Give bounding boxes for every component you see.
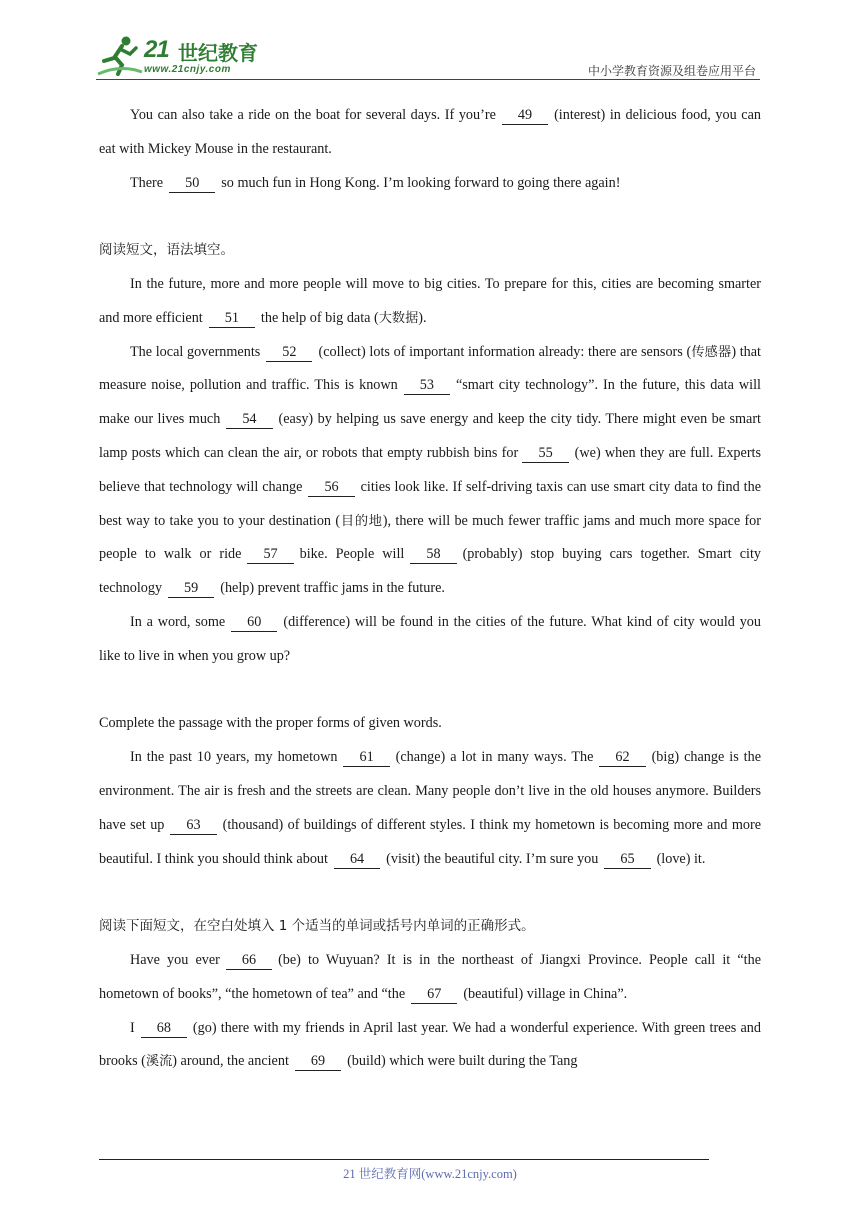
- document-body: [99, 99, 761, 1079]
- logo-url: www.21cnjy.com: [144, 64, 231, 75]
- blank-49: 49: [502, 106, 548, 125]
- blank-59: 59: [168, 579, 214, 598]
- paragraph: I 68 (go) there with my friends in April last year. We had a wonderful experience. With green trees and brooks (溪流) around, the ancient 69 (build) which were built during the Tang: [99, 1019, 761, 1070]
- blank-54: 54: [226, 410, 272, 429]
- blank-68: 68: [141, 1019, 187, 1038]
- logo-number: 21: [144, 36, 169, 63]
- footer-divider: [99, 1159, 709, 1160]
- blank-69: 69: [295, 1052, 341, 1071]
- runner-icon: [96, 34, 144, 78]
- blank-57: 57: [247, 545, 293, 564]
- paragraph: You can also take a ride on the boat for several days. If you’re 49 (interest) in delicious food, you can eat with Mickey Mouse in the restaurant.: [99, 107, 761, 157]
- paragraph: The local governments 52 (collect) lots of important information already: there are sensors (传感器) that measure noise, pollution and traffic. This is known 53 “smart city technology”. In the future, this data will make our lives much 54 (easy) by helping us save energy and keep the city tidy. There might even be smart lamp posts which can clean the air, or robots that empty rubbish bins for 55 (we) when they are full. Experts believe that technology will change 56 cities look like. If self-driving taxis can use smart city data to find the best way to take you to your destination (目的地), there will be much fewer traffic jams and much more space for people to walk or ride 57 bike. People will 58 (probably) stop buying cars together. Smart city technology 59 (help) prevent traffic jams in the future.: [99, 343, 762, 597]
- paragraph: In the future, more and more people will move to big cities. To prepare for this, cities are becoming smarter and more efficient 51 the help of big data (大数据).: [99, 275, 761, 326]
- blank-61: 61: [343, 748, 389, 767]
- page-header: [96, 34, 760, 80]
- section-title: 阅读下面短文，在空白处填入 1 个适当的单词或括号内单词的正确形式。: [99, 918, 535, 935]
- blank-55: 55: [522, 444, 568, 463]
- logo-text: 世纪教育: [178, 41, 258, 65]
- logo: [96, 34, 266, 78]
- section-title: Complete the passage with the proper forms of given words.: [99, 715, 442, 732]
- platform-name: 中小学教育资源及组卷应用平台: [587, 64, 756, 78]
- blank-66: 66: [226, 951, 272, 970]
- blank-56: 56: [308, 478, 354, 497]
- section-title: 阅读短文，语法填空。: [99, 242, 234, 259]
- blank-60: 60: [231, 613, 277, 632]
- blank-53: 53: [404, 376, 450, 395]
- paragraph: Have you ever 66 (be) to Wuyuan? It is in the northeast of Jiangxi Province. People call it “the hometown of books”, “the hometown of tea” and “the 67 (beautiful) village in China”.: [99, 951, 761, 1002]
- blank-62: 62: [599, 748, 645, 767]
- header-divider: [96, 79, 760, 80]
- blank-51: 51: [209, 309, 255, 328]
- blank-63: 63: [170, 816, 216, 835]
- paragraph: There 50 so much fun in Hong Kong. I’m looking forward to going there again!: [130, 174, 621, 191]
- blank-64: 64: [334, 850, 380, 869]
- blank-52: 52: [266, 343, 312, 362]
- blank-67: 67: [411, 985, 457, 1004]
- blank-65: 65: [604, 850, 650, 869]
- paragraph: In a word, some 60 (difference) will be found in the cities of the future. What kind of city would you like to live in when you grow up?: [99, 613, 761, 664]
- paragraph: In the past 10 years, my hometown 61 (change) a lot in many ways. The 62 (big) change is the environment. The air is fresh and the streets are clean. Many people don’t live in the old houses anymore. Builders have set up 63 (thousand) of buildings of different styles. I think my hometown is becoming more and more beautiful. I think you should think about 64 (visit) the beautiful city. I’m sure you 65 (love) it.: [99, 749, 762, 867]
- footer-link[interactable]: 21 世纪教育网(www.21cnjy.com): [343, 1167, 517, 1181]
- blank-58: 58: [410, 545, 456, 564]
- blank-50: 50: [169, 174, 215, 193]
